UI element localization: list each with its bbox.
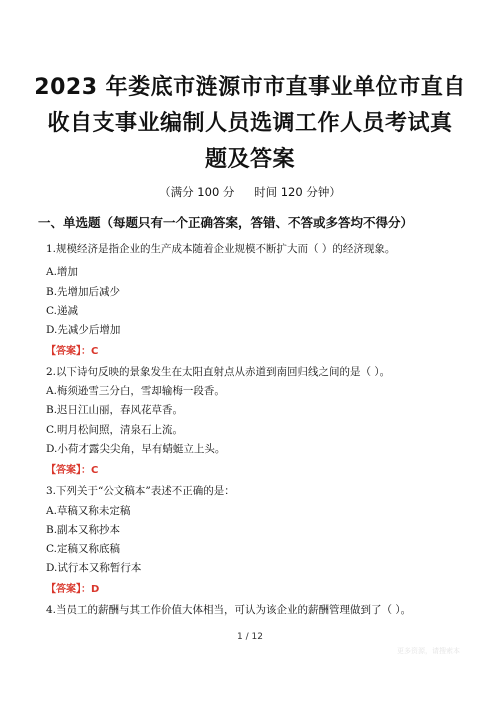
question-option: B.迟日江山丽，春风花草香。 — [46, 404, 184, 416]
question-option: D.试行本又称暂行本 — [46, 562, 142, 574]
question-option: A.草稿又称未定稿 — [46, 505, 131, 517]
time-info: 时间 120 分钟） — [254, 185, 341, 199]
answer-label: 【答案】：C — [46, 465, 99, 476]
question-option: D.小荷才露尖尖角，早有蜻蜓立上头。 — [46, 443, 226, 455]
title-line-3: 题及答案 — [204, 147, 295, 172]
question-option: C.明月松间照，清泉石上流。 — [46, 424, 183, 436]
question-stem: 4.当员工的薪酬与其工作价值大体相当，可认为该企业的薪酬管理做到了（ ）。 — [46, 604, 412, 616]
question-option: D.先减少后增加 — [46, 324, 121, 336]
answer-label: 【答案】：C — [46, 346, 99, 357]
document-title — [30, 70, 470, 178]
score-info: （满分 100 分 — [159, 185, 235, 199]
question-stem: 1.规模经济是指企业的生产成本随着企业规模不断扩大而（ ）的经济现象。 — [46, 243, 396, 255]
question-option: C.递减 — [46, 305, 78, 317]
question-stem: 3.下列关于“公文稿本”表述不正确的是： — [46, 485, 235, 497]
title-line-2: 收自支事业编制人员选调工作人员考试真 — [47, 111, 453, 136]
answer-label: 【答案】：D — [46, 584, 100, 595]
question-stem: 2.以下诗句反映的景象发生在太阳直射点从赤道到南回归线之间的是（ ）。 — [46, 366, 391, 378]
exam-info — [0, 184, 500, 200]
title-line-1: 2023 年娄底市涟源市市直事业单位市直自 — [34, 75, 466, 100]
question-option: B.副本又称抄本 — [46, 524, 121, 536]
question-option: A.梅须逊雪三分白，雪却输梅一段香。 — [46, 385, 225, 397]
page-number: 1 / 12 — [237, 632, 263, 642]
question-option: C.定稿又称底稿 — [46, 543, 120, 555]
section-heading: 一、单选题（每题只有一个正确答案，答错、不答或多答均不得分） — [38, 215, 414, 230]
watermark: 更多资源，请搜索本 — [397, 647, 460, 655]
question-option: A.增加 — [46, 266, 78, 278]
question-option: B.先增加后减少 — [46, 286, 121, 298]
